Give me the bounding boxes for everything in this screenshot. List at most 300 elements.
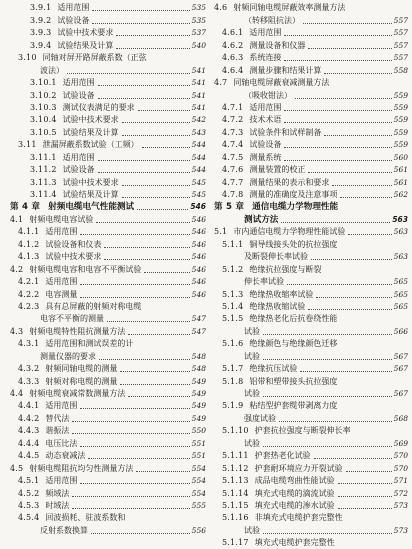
toc-entry-number: 5.1.7 [222, 364, 244, 374]
toc-page-number: 554 [191, 463, 206, 473]
toc-entry-title: 试验 [244, 326, 260, 336]
toc-leader-dots [80, 482, 189, 484]
toc-entry-number: 4.1 [10, 214, 24, 224]
toc-page-number: 563 [393, 227, 408, 237]
toc-entry-title: 试验 [244, 438, 260, 448]
toc-entry-number: 4.3.1 [18, 339, 40, 349]
toc-entry-title: 测量系统 [249, 152, 282, 162]
toc-entry [214, 363, 408, 375]
toc-entry-number: 4.7.7 [222, 177, 244, 187]
toc-page-number: 549 [191, 413, 206, 423]
toc-entry-number: 4.4.2 [18, 413, 40, 423]
toc-entry [10, 139, 206, 151]
toc-leader-dots [80, 296, 189, 298]
toc-entry-number: 4.4.4 [18, 438, 40, 448]
toc-leader-dots [128, 333, 189, 335]
toc-entry [10, 226, 206, 238]
toc-entry-title: 适用范围 [62, 152, 95, 162]
toc-page-number: 544 [191, 140, 206, 150]
toc-entry-title: 反射系数换算 [40, 525, 88, 535]
toc-leader-dots [281, 221, 390, 223]
toc-entry [10, 27, 206, 39]
toc-page-number: 571 [393, 476, 408, 486]
toc-entry-title: 系统连接 [249, 53, 282, 63]
toc-leader-dots [98, 84, 190, 86]
toc-page-number: 572 [393, 488, 408, 498]
toc-leader-dots [263, 445, 392, 447]
toc-leader-dots [122, 184, 190, 186]
toc-entry-title: 回波损耗、驻波系数和 [45, 513, 126, 523]
toc-entry-title: 试验结果及计算 [57, 40, 114, 50]
toc-leader-dots [98, 159, 190, 161]
toc-entry-number: 4.7.5 [222, 152, 244, 162]
toc-entry [10, 263, 206, 275]
toc-leader-dots [263, 358, 392, 360]
toc-entry [10, 524, 206, 536]
toc-entry [10, 313, 206, 325]
toc-leader-dots [279, 420, 392, 422]
toc-entry-number: 4.2.1 [18, 277, 40, 287]
toc-entry [214, 375, 408, 387]
toc-entry-title: 试验设备 [57, 15, 90, 25]
toc-entry [10, 475, 206, 487]
toc-entry-number: 4.7 [214, 78, 228, 88]
toc-entry-number: 3.9.2 [30, 15, 52, 25]
toc-entry [214, 313, 408, 325]
toc-entry [214, 226, 408, 238]
toc-entry [10, 388, 206, 400]
toc-page-number: 537 [191, 28, 206, 38]
toc-entry-title: 电容测量 [45, 289, 78, 299]
toc-entry [10, 2, 206, 14]
toc-page-number: 541 [191, 90, 206, 100]
toc-left-column [10, 2, 206, 537]
toc-leader-dots [104, 258, 189, 260]
toc-entry-title: 测量装置的校正 [249, 165, 306, 175]
toc-leader-dots [72, 432, 189, 434]
toc-entry-number: 5.1.13 [222, 476, 249, 486]
toc-entry-title: 技术术语 [249, 115, 282, 125]
toc-page-number: 570 [393, 463, 408, 473]
toc-entry [10, 14, 206, 26]
toc-leader-dots [72, 495, 189, 497]
toc-entry-number: 4.7.8 [222, 190, 244, 199]
toc-page-number: 546 [191, 252, 206, 262]
toc-leader-dots [137, 208, 188, 210]
toc-chapter-entry [214, 213, 408, 225]
toc-entry [10, 77, 206, 89]
toc-entry [214, 288, 408, 300]
toc-entry [214, 189, 408, 201]
toc-page-number: 548 [191, 364, 206, 374]
toc-entry-title: 适用范围和测试误差的计 [45, 339, 134, 349]
toc-page-number: 546 [191, 239, 206, 249]
toc-leader-dots [348, 233, 391, 235]
toc-entry [10, 52, 206, 64]
toc-entry [214, 164, 408, 176]
toc-entry [10, 375, 206, 387]
toc-entry [214, 176, 408, 188]
toc-entry-number: 5.1.5 [222, 314, 244, 324]
toc-page-number: 548 [191, 351, 206, 361]
toc-entry [214, 64, 408, 76]
toc-entry-number: 4.5.2 [18, 488, 40, 498]
toc-entry [214, 139, 408, 151]
toc-page-number: 546 [191, 289, 206, 299]
toc-entry [214, 151, 408, 163]
toc-page-number: 561 [393, 177, 408, 187]
toc-page-number: 541 [191, 102, 206, 112]
toc-leader-dots [346, 470, 392, 472]
toc-entry [10, 363, 206, 375]
toc-leader-dots [92, 22, 189, 24]
toc-page-number: 545 [191, 190, 206, 199]
toc-entry-title: 适用范围 [249, 102, 282, 112]
toc-entry-title: 绝缘热收缩率试验 [249, 289, 314, 299]
toc-entry [214, 425, 408, 437]
toc-leader-dots [300, 370, 391, 372]
toc-leader-dots [284, 59, 391, 61]
toc-entry-number: 5.1 [214, 227, 228, 237]
toc-entry [214, 462, 408, 474]
toc-entry-number: 5.1.6 [222, 339, 244, 349]
toc-page-number: 558 [393, 65, 408, 75]
toc-leader-dots [144, 271, 189, 273]
toc-entry-number: 4.5.1 [18, 476, 40, 486]
toc-entry-title: 替代法 [45, 413, 70, 423]
toc-entry-number: 4.5.3 [18, 500, 40, 510]
toc-entry-title: 试验设备 [62, 90, 95, 100]
toc-entry-title: 试验条件和试样制备 [249, 127, 322, 137]
toc-leader-dots [324, 134, 391, 136]
toc-entry-number: 3.11 [18, 140, 37, 150]
toc-entry-title: 泄漏屏蔽系数试验（工频） [42, 140, 139, 150]
toc-entry-number: 5.1.4 [222, 301, 244, 311]
toc-entry [214, 400, 408, 412]
toc-entry-title: 测量结果的表示和要求 [249, 177, 330, 187]
toc-entry [214, 263, 408, 275]
toc-leader-dots [287, 283, 392, 285]
toc-entry [214, 89, 408, 101]
toc-page-number: 554 [191, 476, 206, 486]
toc-entry-title: 伸长率试验 [244, 277, 284, 287]
toc-entry [214, 437, 408, 449]
toc-leader-dots [92, 9, 189, 11]
toc-leader-dots [136, 470, 189, 472]
toc-entry-number: 3.9.3 [30, 28, 52, 38]
toc-page-number: 546 [191, 264, 206, 274]
toc-entry [214, 39, 408, 51]
toc-entry [214, 14, 408, 26]
toc-entry-title: 射频同轴电缆屏蔽效率测量方法 [233, 3, 346, 13]
toc-leader-dots [263, 333, 392, 335]
toc-entry-number: 4.6.4 [222, 65, 244, 75]
toc-leader-dots [122, 134, 190, 136]
toc-entry-title: 填充式电缆的渗水试验 [254, 500, 335, 510]
toc-page-number: 569 [393, 438, 408, 448]
toc-entry-title: 非填充式电缆护套完整性 [254, 513, 343, 523]
toc-entry-number: 5.1.11 [222, 451, 249, 461]
toc-entry-title: 测试仪表满足的要求 [62, 102, 135, 112]
toc-entry [10, 412, 206, 424]
toc-leader-dots [80, 233, 189, 235]
toc-entry-title: 护套抗拉强度与断裂伸长率 [254, 426, 351, 436]
toc-entry-title: 电容不平衡的测量 [40, 314, 104, 324]
toc-entry [10, 512, 206, 524]
toc-entry [10, 126, 206, 138]
toc-entry [10, 213, 206, 225]
toc-entry [214, 524, 408, 536]
toc-leader-dots [138, 109, 190, 111]
toc-page-number: 541 [191, 65, 206, 75]
toc-entry [214, 487, 408, 499]
toc-entry-number: 5.1.16 [222, 513, 249, 523]
toc-page-number: 561 [393, 165, 408, 175]
toc-leader-dots [122, 121, 190, 123]
toc-entry [10, 450, 206, 462]
toc-page-number: 551 [191, 438, 206, 448]
toc-page-number: 542 [191, 115, 206, 125]
toc-entry-title: 测量步骤和结果计算 [249, 65, 322, 75]
toc-entry-title: 测量仪器的要求 [40, 351, 96, 361]
toc-entry-title: 绝缘抗拉强度与断裂 [249, 264, 322, 274]
toc-entry-title: 适用范围 [62, 78, 95, 88]
toc-entry [214, 301, 408, 313]
toc-entry [10, 189, 206, 201]
toc-entry-number: 4.3 [10, 326, 24, 336]
toc-page-number: 546 [191, 227, 206, 237]
toc-entry-number: 3.11.3 [30, 177, 57, 187]
toc-leader-dots [284, 34, 391, 36]
toc-entry-number: 3.9.1 [30, 3, 52, 13]
toc-page-number: 550 [191, 426, 206, 436]
toc-entry-number: 4.3.3 [18, 376, 40, 386]
toc-entry-title: 试验中技术要求 [62, 177, 119, 187]
toc-leader-dots [316, 296, 391, 298]
toc-page-number: 557 [393, 28, 408, 38]
toc-chapter-entry [214, 201, 408, 213]
toc-page-number: 570 [393, 451, 408, 461]
toc-leader-dots [104, 246, 189, 248]
toc-entry [214, 338, 408, 350]
toc-entry-title: 射频电缆特性阻抗测量方法 [29, 326, 126, 336]
toc-leader-dots [338, 507, 392, 509]
toc-leader-dots [80, 283, 189, 285]
toc-entry-number: 4.1.3 [18, 252, 40, 262]
toc-page-number: 547 [191, 314, 206, 324]
toc-entry-number: 4.6.2 [222, 40, 244, 50]
toc-entry-title: 绝缘热老化后抗卷绕性能 [249, 314, 338, 324]
toc-entry [10, 437, 206, 449]
toc-entry-number: 4.6.1 [222, 28, 244, 38]
toc-page-number: 563 [393, 252, 408, 262]
toc-entry-title: 试验中技术要求 [62, 115, 119, 125]
toc-entry [214, 412, 408, 424]
toc-entry-number: 4.4.1 [18, 401, 40, 411]
toc-leader-dots [72, 420, 189, 422]
toc-leader-dots [91, 532, 190, 534]
toc-entry-title: 测量设备和仪器 [249, 40, 306, 50]
toc-page-number: 543 [191, 127, 206, 137]
toc-page-number: 545 [191, 177, 206, 187]
toc-page-number: 562 [393, 190, 408, 199]
toc-entry-number: 4.2.3 [18, 301, 40, 311]
toc-page-number: 546 [190, 202, 206, 212]
toc-chapter-entry [10, 201, 206, 213]
toc-entry-number: 4.2 [10, 264, 24, 274]
toc-entry [10, 114, 206, 126]
toc-entry [10, 251, 206, 263]
toc-entry-title: 绝缘抗压试验 [249, 364, 298, 374]
toc-entry-number: 4.7.6 [222, 165, 244, 175]
toc-leader-dots [284, 159, 391, 161]
toc-entry [214, 276, 408, 288]
toc-leader-dots [80, 445, 189, 447]
toc-entry-title: 电压比法 [45, 438, 78, 448]
toc-leader-dots [308, 171, 391, 173]
toc-entry-title: 试验设备和仪表 [45, 239, 102, 249]
toc-entry-number: 第 4 章 [10, 202, 41, 213]
toc-leader-dots [80, 407, 189, 409]
toc-entry-number: 3.10.4 [30, 115, 57, 125]
toc-entry-title: 试验 [244, 525, 260, 535]
toc-page-number: 555 [191, 500, 206, 510]
toc-entry-number: 5.1.14 [222, 488, 249, 498]
toc-entry-number: 3.10.3 [30, 102, 57, 112]
toc-entry-number: 4.1.1 [18, 227, 40, 237]
toc-entry-title: 具有总屏蔽的射频对称电缆 [45, 301, 142, 311]
toc-leader-dots [284, 146, 391, 148]
toc-leader-dots [72, 507, 189, 509]
toc-entry [10, 276, 206, 288]
toc-page-number: 557 [393, 53, 408, 63]
toc-leader-dots [284, 109, 391, 111]
toc-entry-title: 试验结果及计算 [62, 190, 119, 199]
toc-entry-title: 射频电缆电容试验 [29, 214, 94, 224]
toc-page-number: 546 [191, 277, 206, 287]
toc-entry [214, 537, 408, 549]
toc-entry-number: 3.10.2 [30, 90, 57, 100]
toc-entry [10, 425, 206, 437]
toc-entry-title: 适用范围 [249, 28, 282, 38]
toc-entry [10, 238, 206, 250]
toc-entry-number: 4.7.3 [222, 127, 244, 137]
toc-leader-dots [99, 358, 190, 360]
toc-entry [214, 512, 408, 524]
toc-page-number: 546 [191, 214, 206, 224]
toc-entry [10, 500, 206, 512]
toc-entry-title: 同轴电缆屏蔽衰减测量方法 [233, 78, 330, 88]
toc-leader-dots [67, 72, 190, 74]
toc-page-number: 565 [393, 277, 408, 287]
toc-entry [214, 325, 408, 337]
toc-entry-title: 频域法 [45, 488, 70, 498]
toc-entry-number: 3.10.1 [30, 78, 57, 88]
toc-entry-number: 4.7.4 [222, 140, 244, 150]
toc-entry-title: 适用范围 [45, 227, 78, 237]
toc-page-number: 535 [191, 3, 206, 13]
toc-page-number: 549 [191, 376, 206, 386]
toc-entry-title: 射频电缆电气性能测试 [48, 202, 135, 213]
toc-page-number: 559 [393, 127, 408, 137]
toc-entry [214, 251, 408, 263]
toc-entry [214, 500, 408, 512]
toc-leader-dots [116, 47, 189, 49]
toc-entry-title: 试验结果及计算 [62, 127, 119, 137]
toc-entry [10, 151, 206, 163]
toc-leader-dots [308, 47, 391, 49]
toc-entry-title: 及断裂伸长率试验 [244, 252, 308, 262]
toc-entry-number: 4.5 [10, 463, 24, 473]
toc-entry-number: 5.1.2 [222, 264, 244, 274]
toc-entry [214, 52, 408, 64]
toc-entry [10, 176, 206, 188]
toc-entry-title: 时域法 [45, 500, 70, 510]
toc-entry [214, 475, 408, 487]
toc-entry [214, 350, 408, 362]
toc-leader-dots [107, 320, 190, 322]
toc-entry-number: 5.1.10 [222, 426, 249, 436]
toc-page-number: 547 [191, 326, 206, 336]
toc-page-number: 559 [393, 140, 408, 150]
toc-entry [214, 2, 408, 14]
toc-entry-title: 测量的准确度及注意事项 [249, 190, 338, 199]
toc-leader-dots [284, 121, 391, 123]
toc-leader-dots [120, 383, 189, 385]
toc-entry [214, 77, 408, 89]
toc-entry-title: 粘结型护套缆带剥离力度 [249, 401, 338, 411]
toc-entry-number: 5.1.1 [222, 239, 244, 249]
toc-entry [10, 102, 206, 114]
toc-entry-title: 试验中技术要求 [45, 252, 102, 262]
toc-entry [214, 114, 408, 126]
toc-page-number: 567 [393, 364, 408, 374]
toc-page-number: 559 [393, 90, 408, 100]
toc-entry-number: 4.4.3 [18, 426, 40, 436]
toc-entry-number: 5.1.17 [222, 538, 249, 548]
toc-page-number: 565 [393, 301, 408, 311]
toc-entry-title: 试验 [244, 389, 260, 398]
toc-entry-title: （吸收钳法） [244, 90, 292, 100]
toc-leader-dots [340, 196, 391, 198]
toc-leader-dots [98, 171, 190, 173]
toc-entry-number: 3.10 [18, 53, 37, 63]
toc-page-number: 544 [191, 152, 206, 162]
toc-entry-title: 试验设备 [249, 140, 282, 150]
toc-entry-number: 5.1.3 [222, 289, 244, 299]
toc-page-number: 573 [393, 500, 408, 510]
toc-leader-dots [122, 196, 190, 198]
toc-entry-title: 波法） [40, 65, 64, 75]
toc-page-number: 544 [191, 165, 206, 175]
toc-entry-number: 4.6.3 [222, 53, 244, 63]
toc-entry [214, 126, 408, 138]
toc-leader-dots [128, 395, 189, 397]
toc-entry [10, 338, 206, 350]
toc-entry-title: 适用范围 [57, 3, 90, 13]
toc-entry [214, 27, 408, 39]
toc-page-number: 567 [393, 389, 408, 398]
toc-entry-title: 射频电缆阻抗均匀性测量方法 [29, 463, 134, 473]
toc-entry-title: 通信电缆力学物理性能 [252, 202, 339, 213]
toc-leader-dots [303, 22, 392, 24]
toc-entry-title: 成品电缆弯曲性能试验 [254, 476, 335, 486]
toc-page-number: 559 [393, 115, 408, 125]
toc-page-number: 554 [191, 488, 206, 498]
toc-entry-title: 铜导线接头处的抗拉强度 [249, 239, 338, 249]
toc-entry-title: 射频同轴电缆的测量 [45, 364, 118, 374]
toc-right-column [214, 2, 408, 549]
